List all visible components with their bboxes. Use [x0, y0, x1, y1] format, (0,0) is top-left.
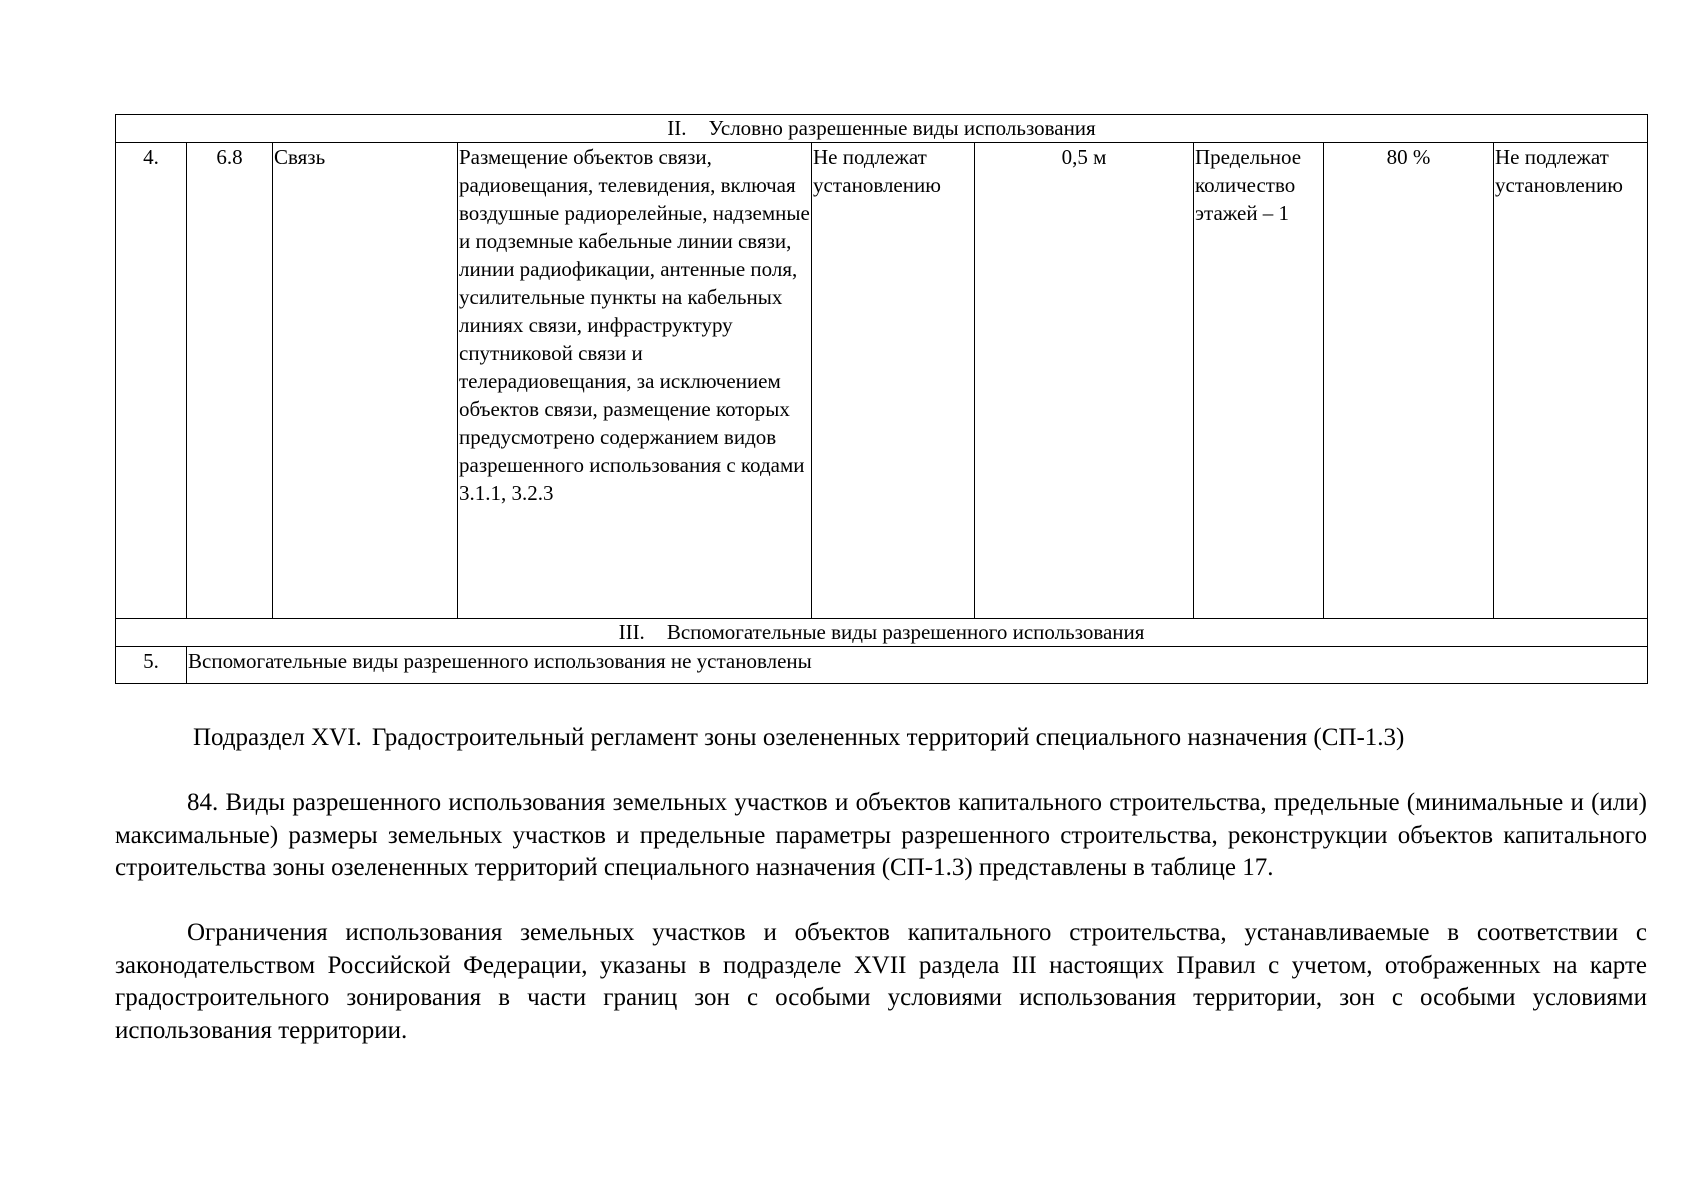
- row-5-text: Вспомогательные виды разрешенного использования не установлены: [187, 647, 1648, 684]
- row-4-plot-size: Не подлежат установлению: [812, 143, 975, 619]
- section-2-title: Условно разрешенные виды использования: [708, 116, 1096, 140]
- paragraph-84: 84. Виды разрешенного использования земельных участков и объектов капитального строительства, предельные (минимальные и (или) максимальные) размеры земельных участков и предельные параметры разрешенного строительства, реконструкции объектов капитального строительства зоны озелененных территорий специального назначения (СП-1.3) представлены в таблице 17.: [115, 789, 1647, 881]
- section-3-header-row: [116, 619, 1648, 647]
- section-3-header: [116, 619, 1648, 647]
- row-5-number: 5.: [116, 647, 187, 684]
- subsection-heading: [193, 722, 1593, 754]
- row-4-other: Не подлежат установлению: [1494, 143, 1648, 619]
- paragraph-restrictions: Ограничения использования земельных участков и объектов капитального строительства, устанавливаемые в соответствии с законодательством Российской Федерации, указаны в подразделе XVII раздела III настоящих Правил с учетом, отображенных на карте градостроительного зонирования в части границ зон с особыми условиями использования территории, зон с особыми условиями использования территории.: [115, 919, 1647, 1044]
- row-4-floors: Предельное количество этажей – 1: [1194, 143, 1324, 619]
- table-row-4: [116, 143, 1648, 619]
- section-2-number: II.: [667, 116, 687, 140]
- land-use-table: [115, 114, 1648, 684]
- row-4-setback: 0,5 м: [975, 143, 1194, 619]
- subsection-title: Градостроительный регламент зоны озелененных территорий специального назначения (СП-1.3): [371, 724, 1405, 751]
- section-2-header: [116, 115, 1648, 143]
- subsection-label: Подраздел XVI.: [193, 724, 362, 751]
- row-4-description: Размещение объектов связи, радиовещания, телевидения, включая воздушные радиорелейные, надземные и подземные кабельные линии связи, линии радиофикации, антенные поля, усилительные пункты на кабельных линиях связи, инфраструктуру спутниковой связи и телерадиовещания, за исключением объектов связи, размещение которых предусмотрено содержанием видов разрешенного использования с кодами 3.1.1, 3.2.3: [458, 143, 812, 619]
- section-3-title: Вспомогательные виды разрешенного использования: [666, 620, 1145, 644]
- row-4-code: 6.8: [187, 143, 273, 619]
- section-2-header-row: [116, 115, 1648, 143]
- table-row-5: [116, 647, 1648, 684]
- section-3-number: III.: [618, 620, 645, 644]
- row-4-number: 4.: [116, 143, 187, 619]
- row-4-name: Связь: [273, 143, 458, 619]
- row-4-coverage: 80 %: [1324, 143, 1494, 619]
